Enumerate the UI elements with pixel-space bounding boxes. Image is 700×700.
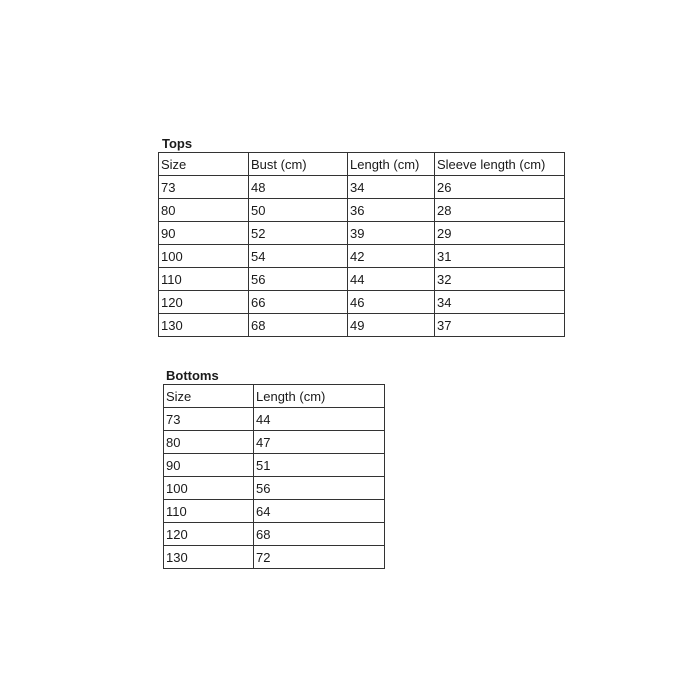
table-cell: 52: [249, 222, 348, 245]
table-row: [159, 314, 565, 337]
table-cell: 130: [164, 546, 254, 569]
table-row: [164, 408, 385, 431]
table-row: [159, 199, 565, 222]
table-cell: 100: [159, 245, 249, 268]
table-row: [159, 268, 565, 291]
table-cell: 44: [348, 268, 435, 291]
table-cell: 72: [254, 546, 385, 569]
table-cell: 49: [348, 314, 435, 337]
table-row: [159, 245, 565, 268]
table-cell: 110: [164, 500, 254, 523]
table-cell: 73: [159, 176, 249, 199]
header-cell: Size: [164, 385, 254, 408]
table-cell: 48: [249, 176, 348, 199]
table-cell: 44: [254, 408, 385, 431]
table-cell: 64: [254, 500, 385, 523]
table-cell: 37: [435, 314, 565, 337]
table-row: [164, 454, 385, 477]
table-cell: 68: [249, 314, 348, 337]
table-cell: 46: [348, 291, 435, 314]
table-row: [164, 546, 385, 569]
table-header-row: [159, 153, 565, 176]
table-cell: 120: [159, 291, 249, 314]
table-cell: 36: [348, 199, 435, 222]
table-cell: 120: [164, 523, 254, 546]
header-cell: Bust (cm): [249, 153, 348, 176]
tops-size-table: [158, 152, 565, 337]
table-cell: 34: [348, 176, 435, 199]
table-cell: 39: [348, 222, 435, 245]
bottoms-section-title: Bottoms: [166, 368, 219, 383]
table-header-row: [164, 385, 385, 408]
table-cell: 56: [254, 477, 385, 500]
header-cell: Length (cm): [254, 385, 385, 408]
table-cell: 80: [164, 431, 254, 454]
header-cell: Sleeve length (cm): [435, 153, 565, 176]
table-cell: 66: [249, 291, 348, 314]
table-cell: 110: [159, 268, 249, 291]
table-cell: 26: [435, 176, 565, 199]
table-cell: 56: [249, 268, 348, 291]
table-cell: 42: [348, 245, 435, 268]
table-row: [159, 176, 565, 199]
table-cell: 47: [254, 431, 385, 454]
table-row: [164, 431, 385, 454]
table-cell: 28: [435, 199, 565, 222]
table-row: [164, 523, 385, 546]
table-cell: 100: [164, 477, 254, 500]
table-cell: 130: [159, 314, 249, 337]
table-cell: 32: [435, 268, 565, 291]
table-cell: 34: [435, 291, 565, 314]
table-cell: 51: [254, 454, 385, 477]
table-cell: 73: [164, 408, 254, 431]
bottoms-size-table: [163, 384, 385, 569]
table-row: [164, 477, 385, 500]
table-row: [164, 500, 385, 523]
table-cell: 29: [435, 222, 565, 245]
table-cell: 31: [435, 245, 565, 268]
header-cell: Length (cm): [348, 153, 435, 176]
table-cell: 50: [249, 199, 348, 222]
table-row: [159, 291, 565, 314]
table-cell: 90: [164, 454, 254, 477]
table-row: [159, 222, 565, 245]
table-cell: 90: [159, 222, 249, 245]
table-cell: 54: [249, 245, 348, 268]
header-cell: Size: [159, 153, 249, 176]
table-cell: 68: [254, 523, 385, 546]
tops-section-title: Tops: [162, 136, 193, 151]
table-cell: 80: [159, 199, 249, 222]
